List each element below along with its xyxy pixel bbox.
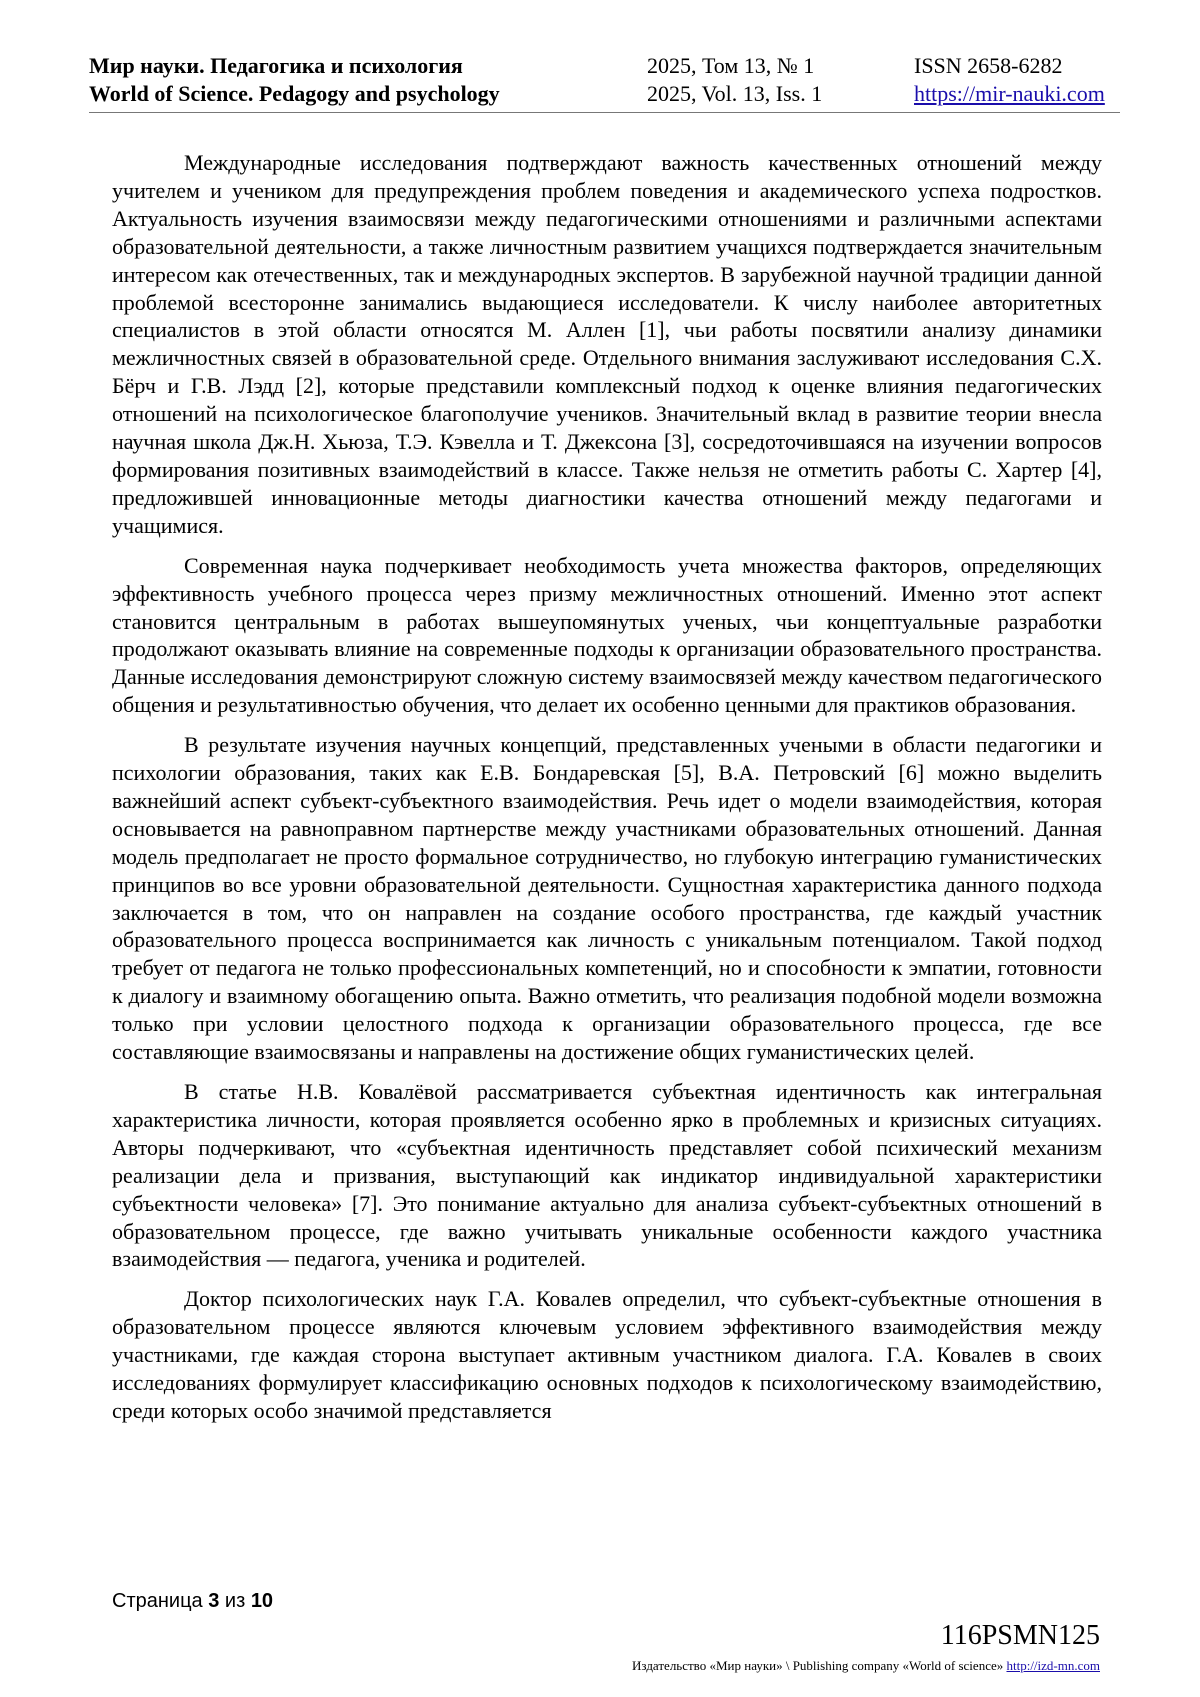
journal-link[interactable]: https://mir-nauki.com [914, 81, 1105, 106]
journal-title-ru: Мир науки. Педагогика и психология [89, 53, 463, 78]
page-total: 10 [250, 1590, 274, 1612]
publisher-footer [632, 1658, 1100, 1674]
publisher-text: Издательство «Мир науки» \ Publishing company «World of science» [632, 1658, 1004, 1673]
paragraph-3: В результате изучения научных концепций, представленных учеными в области педагогики и психологии образования, таких как Е.В. Бондаревская [5], В.А. Петровский [6] можно выделить важнейший аспект субъект-субъектного взаимодействия. Речь идет о модели взаимодействия, которая основывается на равноправном партнерстве между участниками образовательных отношений. Данная модель предполагает не просто формальное сотрудничество, но глубокую интеграцию гуманистических принципов во все уровни образовательной деятельности. Сущностная характеристика данного подхода заключается в том, что он направлен на создание особого пространства, где каждый участник образовательного процесса воспринимается как личность с уникальным потенциалом. Такой подход требует от педагога не только профессиональных компетенций, но и способности к эмпатии, готовности к диалогу и взаимному обогащению опыта. Важно отметить, что реализация подобной модели возможна только при условии целостного подхода к организации образовательного процесса, где все составляющие взаимосвязаны и направлены на достижение общих гуманистических целей. [112, 732, 1102, 1065]
page-of: из [224, 1590, 246, 1612]
page-label: Страница [112, 1590, 203, 1612]
running-header [89, 52, 1120, 112]
journal-title-block [89, 52, 500, 108]
paragraph-4: В статье Н.В. Ковалёвой рассматривается субъектная идентичность как интегральная характеристика личности, которая проявляется особенно ярко в проблемных и кризисных ситуациях. Авторы подчеркивают, что «субъектная идентичность представляет собой психический механизм реализации дела и призвания, выступающий как индикатор индивидуальной характеристики субъектности человека» [7]. Это понимание актуально для анализа субъект-субъектных отношений в образовательном процессе, где важно учитывать уникальные особенности каждого участника взаимодействия — педагога, ученика и родителей. [112, 1079, 1102, 1272]
paragraph-5: Доктор психологических наук Г.А. Ковалев определил, что субъект-субъектные отношения в образовательном процессе являются ключевым условием эффективного взаимодействия между участниками, где каждая сторона выступает активным участником диалога. Г.А. Ковалев в своих исследованиях формулирует классификацию основных подходов к психологическому взаимодействию, среди которых особо значимой представляется [112, 1286, 1102, 1423]
issue-info-en: 2025, Vol. 13, Iss. 1 [647, 81, 823, 106]
issn-block [914, 52, 1105, 108]
publisher-link[interactable]: http://izd-mn.com [1006, 1658, 1100, 1673]
journal-title-en: World of Science. Pedagogy and psychology [89, 81, 500, 106]
issue-info-block [647, 52, 822, 108]
issue-info-ru: 2025, Том 13, № 1 [647, 53, 815, 78]
article-body [112, 149, 1102, 1437]
page-counter [112, 1590, 273, 1613]
paragraph-1: Международные исследования подтверждают важность качественных отношений между учителем и учеником для предупреждения проблем поведения и академического успеха подростков. Актуальность изучения взаимосвязи между педагогическими отношениями и различными аспектами образовательной деятельности, а также личностным развитием учащихся подтверждается значительным интересом как отечественных, так и международных экспертов. В зарубежной научной традиции данной проблемой всесторонне занимались выдающиеся исследователи. К числу наиболее авторитетных специалистов в этой области относятся М. Аллен [1], чьи работы посвятили анализу динамики межличностных связей в образовательной среде. Отдельного внимания заслуживают исследования С.Х. Бёрч и Г.В. Лэдд [2], которые представили комплексный подход к оценке влияния педагогических отношений на психологическое благополучие учеников. Значительный вклад в развитие теории внесла научная школа Дж.Н. Хьюза, Т.Э. Кэвелла и Т. Джексона [3], сосредоточившаяся на изучении вопросов формирования позитивных взаимодействий в классе. Также нельзя не отметить работы С. Хартер [4], предложившей инновационные методы диагностики качества отношений между педагогами и учащимися. [112, 150, 1102, 538]
paragraph-2: Современная наука подчеркивает необходимость учета множества факторов, определяющих эффективность учебного процесса через призму межличностных отношений. Именно этот аспект становится центральным в работах вышеупомянутых ученых, чьи концептуальные разработки продолжают оказывать влияние на современные подходы к организации образовательного пространства. Данные исследования демонстрируют сложную систему взаимосвязей между качеством педагогического общения и результативностью обучения, что делает их особенно ценными для практиков образования. [112, 552, 1102, 718]
header-divider [89, 112, 1120, 113]
issn: ISSN 2658-6282 [914, 53, 1063, 78]
page-current: 3 [208, 1590, 220, 1612]
article-code: 116PSMN125 [940, 1620, 1100, 1651]
